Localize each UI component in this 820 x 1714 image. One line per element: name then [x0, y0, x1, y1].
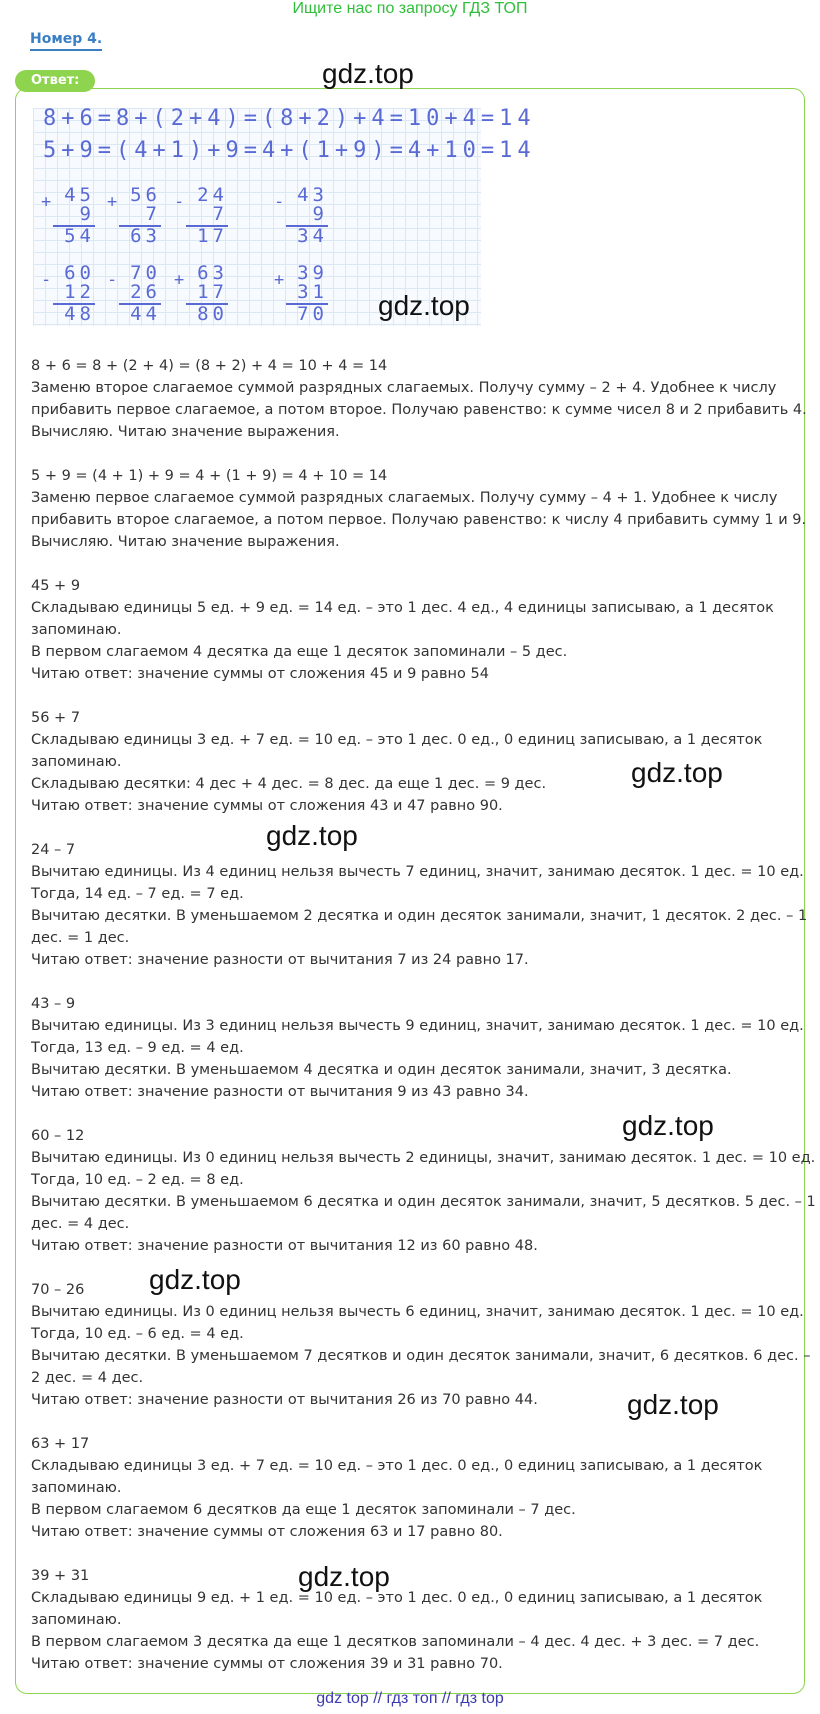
- handwritten-line-2: 5+9=(4+1)+9=4+(1+9)=4+10=14: [43, 138, 536, 163]
- solution-line: 2 дес. = 4 дес.: [31, 1370, 144, 1386]
- solution-block: [31, 1125, 816, 1257]
- solution-line: В первом слагаемом 6 десятков да еще 1 десяток запоминали – 7 дес.: [31, 1502, 576, 1518]
- solution-line: 24 – 7: [31, 842, 76, 858]
- solution-line: 43 – 9: [31, 996, 76, 1012]
- solution-line: Читаю ответ: значение разности от вычитания 26 из 70 равно 44.: [31, 1392, 538, 1408]
- solution-line: 8 + 6 = 8 + (2 + 4) = (8 + 2) + 4 = 10 + 4 = 14: [31, 358, 388, 374]
- handwritten-result: 54: [53, 225, 95, 246]
- handwritten-operand: 70: [130, 262, 161, 284]
- solution-line: запоминаю.: [31, 1612, 122, 1628]
- solution-line: Тогда, 14 ед. – 7 ед. = 7 ед.: [31, 886, 244, 902]
- handwritten-operand: 56: [130, 184, 161, 206]
- handwritten-sign: -: [41, 270, 52, 290]
- solution-line: Читаю ответ: значение суммы от сложения 43 и 47 равно 90.: [31, 798, 503, 814]
- solution-line: Складываю единицы 3 ед. + 7 ед. = 10 ед. – это 1 дес. 0 ед., 0 единиц записываю, а 1 десяток: [31, 1458, 763, 1474]
- solution-line: Вычитаю десятки. В уменьшаемом 2 десятка и один десяток занимали, значит, 1 десяток. 2 дес. – 1: [31, 908, 808, 924]
- solution-line: Вычитаю десятки. В уменьшаемом 4 десятка и один десяток занимали, значит, 3 десятка.: [31, 1062, 732, 1078]
- solution-line: запоминаю.: [31, 1480, 122, 1496]
- handwritten-sign: -: [107, 270, 118, 290]
- handwritten-column: [119, 186, 161, 246]
- handwritten-operand: 31: [297, 281, 328, 303]
- handwritten-sign: +: [174, 270, 185, 290]
- handwritten-operand: 17: [197, 281, 228, 303]
- solution-block: [31, 465, 807, 553]
- solution-line: Вычитаю десятки. В уменьшаемом 6 десятка и один десяток занимали, значит, 5 десятков. 5 дес. – 1: [31, 1194, 816, 1210]
- solution-block: [31, 1433, 801, 1543]
- solution-line: 63 + 17: [31, 1436, 90, 1452]
- solution-line: Заменю первое слагаемое суммой разрядных слагаемых. Получу сумму – 4 + 1. Удобнее к числу: [31, 490, 778, 506]
- handwritten-column: [53, 264, 95, 324]
- solution-line: Заменю второе слагаемое суммой разрядных слагаемых. Получу сумму – 2 + 4. Удобнее к числу: [31, 380, 777, 396]
- solution-line: Вычитаю единицы. Из 0 единиц нельзя вычесть 6 единиц, значит, занимаю десяток. 1 дес. = 10 ед.: [31, 1304, 804, 1320]
- solution-line: Тогда, 10 ед. – 2 ед. = 8 ед.: [31, 1172, 244, 1188]
- handwritten-column: [186, 186, 228, 246]
- handwritten-operand: 60: [64, 262, 95, 284]
- solution-line: Читаю ответ: значение разности от вычитания 12 из 60 равно 48.: [31, 1238, 538, 1254]
- handwritten-result: 48: [53, 303, 95, 324]
- watermark: gdz.top: [322, 58, 414, 89]
- handwritten-column: [186, 264, 228, 324]
- watermark: gdz.top: [631, 757, 723, 788]
- handwritten-result: 34: [286, 225, 328, 246]
- solution-line: запоминаю.: [31, 754, 122, 770]
- solution-line: 39 + 31: [31, 1568, 90, 1584]
- solution-line: Складываю единицы 5 ед. + 9 ед. = 14 ед. – это 1 дес. 4 ед., 4 единицы записываю, а 1 десяток: [31, 600, 774, 616]
- watermark: gdz.top: [149, 1264, 241, 1295]
- solution-line: Читаю ответ: значение разности от вычитания 7 из 24 равно 17.: [31, 952, 529, 968]
- solution-block: [31, 993, 804, 1103]
- solution-line: Тогда, 10 ед. – 6 ед. = 4 ед.: [31, 1326, 244, 1342]
- handwritten-operand: 26: [130, 281, 161, 303]
- handwritten-sign: +: [107, 192, 118, 212]
- handwritten-result: 17: [186, 225, 228, 246]
- solution-line: В первом слагаемом 4 десятка да еще 1 десяток запоминали – 5 дес.: [31, 644, 568, 660]
- solution-line: Читаю ответ: значение суммы от сложения 63 и 17 равно 80.: [31, 1524, 503, 1540]
- solution-block: [31, 355, 807, 443]
- solution-line: Читаю ответ: значение суммы от сложения 39 и 31 равно 70.: [31, 1656, 503, 1672]
- solution-line: дес. = 1 дес.: [31, 930, 130, 946]
- handwritten-operand: 63: [197, 262, 228, 284]
- answer-badge: Ответ:: [15, 70, 95, 92]
- solution-line: прибавить первое слагаемое, а потом второе. Получаю равенство: к сумме чисел 8 и 2 прибавить 4.: [31, 402, 807, 418]
- solution-line: Читаю ответ: значение разности от вычитания 9 из 43 равно 34.: [31, 1084, 529, 1100]
- handwritten-result: 70: [286, 303, 328, 324]
- exercise-number: Номер 4.: [30, 31, 102, 51]
- handwritten-column: [119, 264, 161, 324]
- handwritten-operand: 7: [145, 203, 161, 225]
- solution-block: [31, 839, 808, 971]
- handwritten-operand: 24: [197, 184, 228, 206]
- search-banner[interactable]: Ищите нас по запросу ГДЗ ТОП: [292, 0, 528, 17]
- solution-line: Складываю единицы 9 ед. + 1 ед. = 10 ед. – это 1 дес. 0 ед., 0 единиц записываю, а 1 десяток: [31, 1590, 763, 1606]
- solution-line: Вычисляю. Читаю значение выражения.: [31, 534, 340, 550]
- handwritten-operand: 39: [297, 262, 328, 284]
- solution-line: Вычитаю единицы. Из 3 единиц нельзя вычесть 9 единиц, значит, занимаю десяток. 1 дес. = 10 ед.: [31, 1018, 804, 1034]
- solution-line: 56 + 7: [31, 710, 81, 726]
- solution-line: Вычисляю. Читаю значение выражения.: [31, 424, 340, 440]
- solution-line: прибавить второе слагаемое, а потом первое. Получаю равенство: к числу 4 прибавить сумму 1 и 9.: [31, 512, 807, 528]
- solution-line: Вычитаю десятки. В уменьшаемом 7 десятков и один десяток занимали, значит, 6 десятков. 6 дес. –: [31, 1348, 811, 1364]
- watermark: gdz.top: [298, 1561, 390, 1592]
- handwritten-operand: 12: [64, 281, 95, 303]
- solution-line: Складываю единицы 3 ед. + 7 ед. = 10 ед. – это 1 дес. 0 ед., 0 единиц записываю, а 1 десяток: [31, 732, 763, 748]
- handwritten-operand: 43: [297, 184, 328, 206]
- handwritten-result: 63: [119, 225, 161, 246]
- solution-line: 60 – 12: [31, 1128, 85, 1144]
- handwritten-column: [286, 186, 328, 246]
- solution-line: дес. = 4 дес.: [31, 1216, 130, 1232]
- watermark: gdz.top: [627, 1389, 719, 1420]
- handwritten-operand: 9: [312, 203, 328, 225]
- handwritten-operand: 7: [212, 203, 228, 225]
- solution-block: [31, 575, 801, 685]
- solution-line: запоминаю.: [31, 622, 122, 638]
- solution-line: Вычитаю единицы. Из 0 единиц нельзя вычесть 2 единицы, значит, занимаю десяток. 1 дес. = 10 ед.: [31, 1150, 816, 1166]
- handwritten-sign: -: [174, 192, 185, 212]
- solution-line: Читаю ответ: значение суммы от сложения 45 и 9 равно 54: [31, 666, 489, 682]
- solution-line: Тогда, 13 ед. – 9 ед. = 4 ед.: [31, 1040, 244, 1056]
- handwritten-result: 44: [119, 303, 161, 324]
- handwritten-column: [53, 186, 95, 246]
- solution-block: [31, 1565, 801, 1675]
- solution-line: Складываю десятки: 4 дес + 4 дес. = 8 дес. да еще 1 дес. = 9 дес.: [31, 776, 547, 792]
- solution-line: В первом слагаемом 3 десятка да еще 1 десятков запоминали – 4 дес. 4 дес. + 3 дес. = 7 дес.: [31, 1634, 760, 1650]
- solution-line: 70 – 26: [31, 1282, 85, 1298]
- watermark: gdz.top: [266, 820, 358, 851]
- handwritten-column: [286, 264, 328, 324]
- footer-links[interactable]: gdz top // гдз топ // гдз top: [316, 1690, 504, 1707]
- solution-line: 45 + 9: [31, 578, 81, 594]
- solution-line: 5 + 9 = (4 + 1) + 9 = 4 + (1 + 9) = 4 + 10 = 14: [31, 468, 388, 484]
- handwritten-operand: 45: [64, 184, 95, 206]
- handwritten-operand: 9: [79, 203, 95, 225]
- handwritten-line-1: 8+6=8+(2+4)=(8+2)+4=10+4=14: [43, 106, 536, 131]
- solution-line: Вычитаю единицы. Из 4 единиц нельзя вычесть 7 единиц, значит, занимаю десяток. 1 дес. = 10 ед.: [31, 864, 804, 880]
- handwritten-sign: +: [41, 192, 52, 212]
- watermark: gdz.top: [622, 1110, 714, 1141]
- handwritten-sign: +: [274, 270, 285, 290]
- handwritten-result: 80: [186, 303, 228, 324]
- handwritten-sign: -: [274, 192, 285, 212]
- watermark: gdz.top: [378, 290, 470, 321]
